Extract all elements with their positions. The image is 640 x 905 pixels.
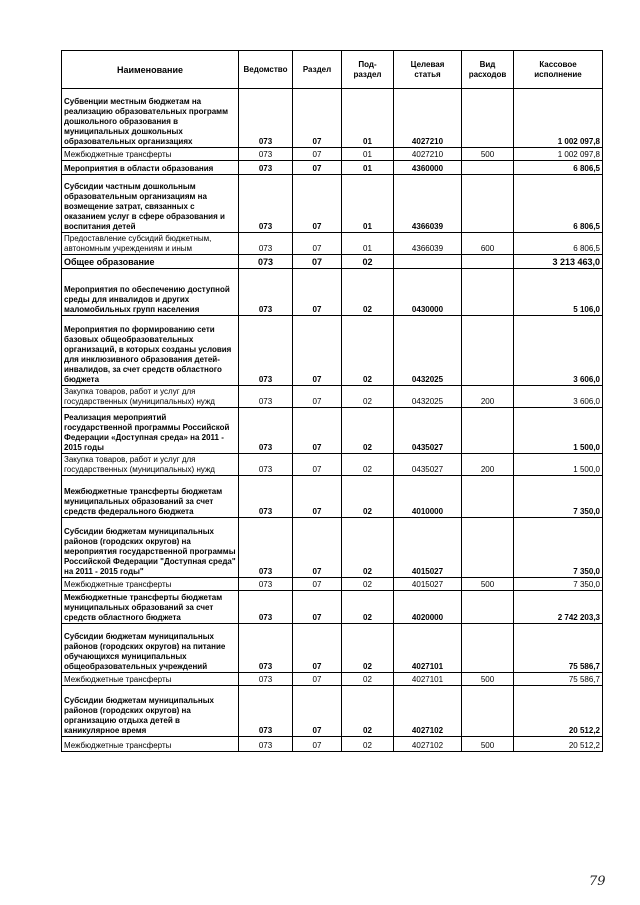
page-number: 79 bbox=[589, 874, 606, 889]
cell-exec: 7 350,0 bbox=[514, 476, 603, 518]
cell-section: 07 bbox=[293, 686, 342, 737]
cell-name: Субсидии бюджетам муниципальных районов (городских округов) на мероприятия государственной программы Российской Федерации "Доступная среда" на 2011 - 2015 годы" bbox=[62, 518, 239, 578]
cell-section: 07 bbox=[293, 255, 342, 269]
table-row bbox=[62, 454, 603, 476]
cell-subsection: 02 bbox=[342, 454, 394, 476]
cell-exptype: 500 bbox=[462, 673, 514, 686]
header-exec: Кассовое исполнение bbox=[514, 51, 603, 89]
cell-exec: 1 002 097,8 bbox=[514, 89, 603, 148]
cell-name: Общее образование bbox=[62, 255, 239, 269]
cell-target: 4015027 bbox=[394, 518, 462, 578]
table-row bbox=[62, 386, 603, 408]
cell-subsection: 02 bbox=[342, 255, 394, 269]
cell-exec: 75 586,7 bbox=[514, 624, 603, 673]
cell-exec: 5 106,0 bbox=[514, 269, 603, 316]
cell-subsection: 02 bbox=[342, 591, 394, 624]
cell-target: 4027210 bbox=[394, 89, 462, 148]
header-target: Целевая статья bbox=[394, 51, 462, 89]
cell-dept: 073 bbox=[239, 686, 293, 737]
cell-target: 4015027 bbox=[394, 578, 462, 591]
cell-exptype: 600 bbox=[462, 233, 514, 255]
cell-section: 07 bbox=[293, 408, 342, 454]
cell-target: 4027102 bbox=[394, 686, 462, 737]
cell-subsection: 01 bbox=[342, 148, 394, 161]
cell-exec: 20 512,2 bbox=[514, 686, 603, 737]
table-row bbox=[62, 175, 603, 233]
cell-exec: 1 002 097,8 bbox=[514, 148, 603, 161]
cell-exptype bbox=[462, 476, 514, 518]
cell-subsection: 02 bbox=[342, 578, 394, 591]
cell-name: Межбюджетные трансферты bbox=[62, 737, 239, 752]
cell-section: 07 bbox=[293, 673, 342, 686]
cell-dept: 073 bbox=[239, 624, 293, 673]
cell-section: 07 bbox=[293, 386, 342, 408]
cell-subsection: 01 bbox=[342, 161, 394, 175]
cell-exec: 3 606,0 bbox=[514, 386, 603, 408]
cell-subsection: 02 bbox=[342, 476, 394, 518]
table-row bbox=[62, 673, 603, 686]
table-header-row bbox=[62, 51, 603, 89]
cell-target: 4027101 bbox=[394, 673, 462, 686]
cell-dept: 073 bbox=[239, 737, 293, 752]
cell-exec: 6 806,5 bbox=[514, 233, 603, 255]
table-row bbox=[62, 518, 603, 578]
cell-subsection: 02 bbox=[342, 518, 394, 578]
cell-exptype bbox=[462, 686, 514, 737]
cell-exec: 2 742 203,3 bbox=[514, 591, 603, 624]
cell-name: Мероприятия по формированию сети базовых общеобразовательных организаций, в которых созданы условия для инклюзивного образования детей-инвалидов, за счет средств областного бюджета bbox=[62, 316, 239, 386]
cell-name: Реализация мероприятий государственной программы Российской Федерации «Доступная среда» на 2011 - 2015 годы bbox=[62, 408, 239, 454]
cell-exec: 75 586,7 bbox=[514, 673, 603, 686]
cell-exptype bbox=[462, 518, 514, 578]
table-row bbox=[62, 255, 603, 269]
cell-exec: 7 350,0 bbox=[514, 578, 603, 591]
cell-target: 4020000 bbox=[394, 591, 462, 624]
table-row bbox=[62, 591, 603, 624]
cell-name: Мероприятия в области образования bbox=[62, 161, 239, 175]
cell-name: Межбюджетные трансферты bbox=[62, 673, 239, 686]
cell-name: Субсидии бюджетам муниципальных районов (городских округов) на организацию отдыха детей в каникулярное время bbox=[62, 686, 239, 737]
cell-dept: 073 bbox=[239, 89, 293, 148]
cell-exptype bbox=[462, 89, 514, 148]
cell-subsection: 02 bbox=[342, 737, 394, 752]
cell-name: Мероприятия по обеспечению доступной среды для инвалидов и других маломобильных групп населения bbox=[62, 269, 239, 316]
cell-dept: 073 bbox=[239, 476, 293, 518]
cell-target: 4027102 bbox=[394, 737, 462, 752]
cell-subsection: 02 bbox=[342, 269, 394, 316]
cell-name: Межбюджетные трансферты bbox=[62, 148, 239, 161]
cell-target: 4360000 bbox=[394, 161, 462, 175]
table-row bbox=[62, 161, 603, 175]
cell-dept: 073 bbox=[239, 269, 293, 316]
cell-subsection: 02 bbox=[342, 673, 394, 686]
cell-target: 4027101 bbox=[394, 624, 462, 673]
table-row bbox=[62, 578, 603, 591]
cell-exec: 6 806,5 bbox=[514, 175, 603, 233]
cell-section: 07 bbox=[293, 518, 342, 578]
cell-dept: 073 bbox=[239, 316, 293, 386]
cell-dept: 073 bbox=[239, 578, 293, 591]
cell-section: 07 bbox=[293, 316, 342, 386]
cell-target: 4010000 bbox=[394, 476, 462, 518]
cell-section: 07 bbox=[293, 578, 342, 591]
table-row bbox=[62, 148, 603, 161]
header-exptype: Вид расходов bbox=[462, 51, 514, 89]
cell-exec: 7 350,0 bbox=[514, 518, 603, 578]
cell-section: 07 bbox=[293, 233, 342, 255]
table-row bbox=[62, 316, 603, 386]
cell-dept: 073 bbox=[239, 673, 293, 686]
cell-name: Межбюджетные трансферты bbox=[62, 578, 239, 591]
cell-name: Закупка товаров, работ и услуг для государственных (муниципальных) нужд bbox=[62, 386, 239, 408]
table-row bbox=[62, 624, 603, 673]
table-row bbox=[62, 233, 603, 255]
cell-exptype: 200 bbox=[462, 386, 514, 408]
cell-exptype bbox=[462, 269, 514, 316]
cell-target bbox=[394, 255, 462, 269]
cell-name: Субсидии бюджетам муниципальных районов (городских округов) на питание обучающихся муниципальных общеобразовательных учреждений bbox=[62, 624, 239, 673]
cell-target: 0430000 bbox=[394, 269, 462, 316]
cell-exec: 6 806,5 bbox=[514, 161, 603, 175]
cell-target: 4366039 bbox=[394, 175, 462, 233]
cell-subsection: 02 bbox=[342, 316, 394, 386]
table-row bbox=[62, 737, 603, 752]
cell-section: 07 bbox=[293, 591, 342, 624]
cell-section: 07 bbox=[293, 161, 342, 175]
budget-table bbox=[61, 50, 603, 752]
cell-exptype bbox=[462, 624, 514, 673]
cell-section: 07 bbox=[293, 175, 342, 233]
cell-exec: 3 606,0 bbox=[514, 316, 603, 386]
cell-subsection: 02 bbox=[342, 686, 394, 737]
cell-dept: 073 bbox=[239, 175, 293, 233]
header-dept: Ведомство bbox=[239, 51, 293, 89]
cell-section: 07 bbox=[293, 89, 342, 148]
cell-subsection: 02 bbox=[342, 386, 394, 408]
cell-name: Субсидии частным дошкольным образовательным организациям на возмещение затрат, связанных с оказанием услуг в сфере образования и воспитания детей bbox=[62, 175, 239, 233]
cell-exptype bbox=[462, 161, 514, 175]
cell-dept: 073 bbox=[239, 233, 293, 255]
table-row bbox=[62, 476, 603, 518]
cell-exec: 20 512,2 bbox=[514, 737, 603, 752]
cell-exptype: 500 bbox=[462, 578, 514, 591]
cell-subsection: 02 bbox=[342, 624, 394, 673]
cell-exptype bbox=[462, 255, 514, 269]
cell-section: 07 bbox=[293, 454, 342, 476]
cell-dept: 073 bbox=[239, 518, 293, 578]
cell-exptype: 200 bbox=[462, 454, 514, 476]
cell-section: 07 bbox=[293, 148, 342, 161]
table-row bbox=[62, 408, 603, 454]
cell-target: 0432025 bbox=[394, 316, 462, 386]
cell-subsection: 01 bbox=[342, 89, 394, 148]
cell-dept: 073 bbox=[239, 161, 293, 175]
cell-target: 4027210 bbox=[394, 148, 462, 161]
cell-dept: 073 bbox=[239, 408, 293, 454]
cell-section: 07 bbox=[293, 624, 342, 673]
cell-exptype bbox=[462, 316, 514, 386]
cell-section: 07 bbox=[293, 269, 342, 316]
cell-exptype bbox=[462, 175, 514, 233]
cell-exptype bbox=[462, 591, 514, 624]
cell-subsection: 02 bbox=[342, 408, 394, 454]
cell-exec: 3 213 463,0 bbox=[514, 255, 603, 269]
cell-target: 4366039 bbox=[394, 233, 462, 255]
cell-target: 0432025 bbox=[394, 386, 462, 408]
cell-exptype: 500 bbox=[462, 737, 514, 752]
header-section: Раздел bbox=[293, 51, 342, 89]
header-subsection: Под- раздел bbox=[342, 51, 394, 89]
table-row bbox=[62, 89, 603, 148]
header-name: Наименование bbox=[62, 51, 239, 89]
cell-name: Субвенции местным бюджетам на реализацию образовательных программ дошкольного образования в муниципальных дошкольных образовательных организациях bbox=[62, 89, 239, 148]
cell-name: Закупка товаров, работ и услуг для государственных (муниципальных) нужд bbox=[62, 454, 239, 476]
cell-section: 07 bbox=[293, 476, 342, 518]
cell-target: 0435027 bbox=[394, 454, 462, 476]
cell-dept: 073 bbox=[239, 591, 293, 624]
cell-subsection: 01 bbox=[342, 233, 394, 255]
cell-exec: 1 500,0 bbox=[514, 408, 603, 454]
cell-section: 07 bbox=[293, 737, 342, 752]
cell-name: Предоставление субсидий бюджетным, автономным учреждениям и иным bbox=[62, 233, 239, 255]
cell-subsection: 01 bbox=[342, 175, 394, 233]
cell-dept: 073 bbox=[239, 454, 293, 476]
cell-dept: 073 bbox=[239, 148, 293, 161]
table-row bbox=[62, 686, 603, 737]
cell-exec: 1 500,0 bbox=[514, 454, 603, 476]
cell-target: 0435027 bbox=[394, 408, 462, 454]
cell-name: Межбюджетные трансферты бюджетам муниципальных образований за счет средств областного бюджета bbox=[62, 591, 239, 624]
cell-dept: 073 bbox=[239, 255, 293, 269]
cell-exptype: 500 bbox=[462, 148, 514, 161]
cell-dept: 073 bbox=[239, 386, 293, 408]
table-row bbox=[62, 269, 603, 316]
cell-exptype bbox=[462, 408, 514, 454]
cell-name: Межбюджетные трансферты бюджетам муниципальных образований за счет средств федерального бюджета bbox=[62, 476, 239, 518]
